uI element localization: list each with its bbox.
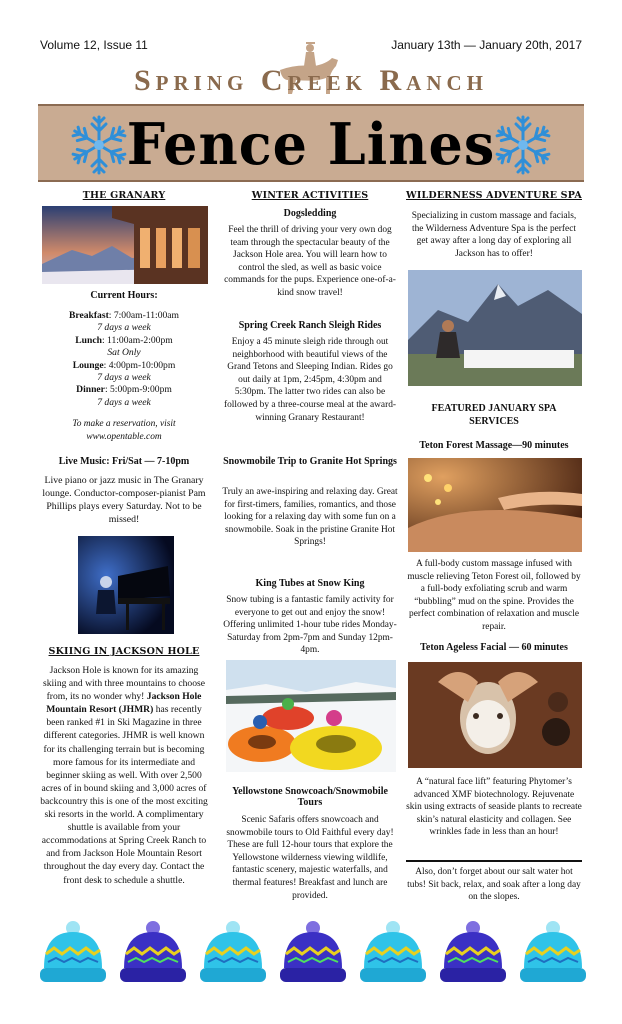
piano-photo <box>78 536 174 634</box>
facial-title: Teton Ageless Facial — 60 minutes <box>420 642 568 653</box>
issue-number: Volume 12, Issue 11 <box>40 38 148 52</box>
reservation-note: To make a reservation, visit www.opentable.com <box>72 419 176 442</box>
dinner-label: Dinner <box>76 384 105 396</box>
winter-hat-icon <box>116 920 190 986</box>
lunch-time: : 11:00am-2:00pm <box>101 334 173 346</box>
granary-photo <box>42 206 208 284</box>
dogsledding-title: Dogsledding <box>283 208 337 219</box>
newsletter-title: Fence Lines <box>126 110 496 178</box>
tubes-body: Snow tubing is a fantastic family activity for everyone to get out and enjoy the snow! Offering unlimited 1-hour tube rides Monday-Saturday from 2pm-7pm and Sunday 12pm-4pm. <box>223 595 397 656</box>
winter-heading: WINTER ACTIVITIES <box>251 190 369 201</box>
massage-title: Teton Forest Massage—90 minutes <box>419 440 569 451</box>
yellowstone-title: Yellowstone Snowcoach/Snowmobile Tours <box>232 786 388 808</box>
divider <box>406 860 582 862</box>
dinner-days: 7 days a week <box>97 396 151 408</box>
massage-photo <box>408 458 582 552</box>
granary-heading: THE GRANARY <box>82 190 166 201</box>
spa-intro: Specializing in custom massage and facials, the Wilderness Adventure Spa is the perfect get away after a long day of exploring all Jackson has to offer! <box>411 211 577 259</box>
snow-tubing-photo <box>226 660 396 772</box>
issue-dates: January 13th — January 20th, 2017 <box>391 38 582 52</box>
skiing-body <box>38 664 210 887</box>
dogsledding-body: Feel the thrill of driving your very own dog team through the spectacular beauty of the Jackson Hole area. You will learn how to control the sled, as well as basic voice commands for the pups. Experience one-of-a-kind snow travel! <box>224 225 396 298</box>
facial-body: A “natural face lift” featuring Phytomer’s advanced XMF biotechnology. Rejuvenate skin using extracts of seaside plants to recreate skin’s natural elasticity and collagen. See wrinkles fade in less than an hour! <box>406 777 582 838</box>
lounge-days: 7 days a week <box>97 372 151 384</box>
hours-heading: Current Hours: <box>90 290 158 301</box>
granary-hours <box>38 310 210 409</box>
breakfast-label: Breakfast <box>68 310 109 321</box>
yellowstone-body: Scenic Safaris offers snowcoach and snowmobile tours to Old Faithful every day! These are full 12-hour tours that explore the Yellowstone wilderness viewing wildlife, fantastic scenery, majestic waterfalls, and thermal features! Breakfast and lunch are provided. <box>226 815 394 901</box>
winter-hat-icon <box>196 920 270 986</box>
facial-photo <box>408 662 582 768</box>
winter-hat-icon <box>36 920 110 986</box>
winter-hat-icon <box>516 920 590 986</box>
breakfast-days: 7 days a week <box>97 322 151 334</box>
lounge-label: Lounge <box>72 359 104 371</box>
snowflake-icon <box>490 112 556 178</box>
skiing-text-2: has recently been ranked #1 in Ski Magazine in three different categories. JHMR is well known for its challenging terrain but is becoming more famous for its intermediate and beginner skiing as well. With over 2,500 acres of in bound skiing and 3,000 acres of backcountry this is one of the most exciting ski resorts in the world. A complimentary shuttle is available from your accommodations at Spring Creek Ranch to and from Jackson Hole Mountain Resort throughout the day every day. Contact the front desk to schedule a shuttle. <box>40 704 208 886</box>
winter-hat-icon <box>276 920 350 986</box>
spa-heading: WILDERNESS ADVENTURE SPA <box>406 190 582 201</box>
featured-heading: FEATURED JANUARY SPA SERVICES <box>431 403 557 427</box>
lounge-time: : 4:00pm-10:00pm <box>103 359 176 371</box>
sleigh-title: Spring Creek Ranch Sleigh Rides <box>238 320 382 331</box>
jhmr-name: Jackson Hole Mountain Resort (JHMR) <box>46 691 202 716</box>
winter-hat-icon <box>356 920 430 986</box>
sleigh-body: Enjoy a 45 minute sleigh ride through out neighborhood with beautiful views of the Grand Tetons and Sleeping Indian. Rides go out daily at 1pm, 2:45pm, 4:30pm and 5:30pm. The latter two rides can also be followed by a three-course meal at the award-winning Granary Restaurant! <box>223 337 397 423</box>
snowmobile-body: Truly an awe-inspiring and relaxing day. Great for first-timers, families, romantics, and those looking for a relaxing day with some fun on a snowmobile. Soak in the pristine Granite Hot Springs! <box>222 487 398 548</box>
breakfast-time: : 7:00am-11:00am <box>108 310 180 321</box>
skiing-text-1: Jackson Hole is known for its amazing skiing and with three mountains to choose from, its no wonder why! <box>42 665 205 703</box>
lunch-days: Sat Only <box>107 347 141 359</box>
skiing-heading: SKIING IN JACKSON HOLE <box>48 646 200 657</box>
ranch-name: Spring Creek Ranch <box>133 64 489 97</box>
newsletter-banner <box>38 104 584 182</box>
live-music-body: Live piano or jazz music in The Granary lounge. Conductor-composer-pianist Pam Phillips plays every Saturday. Not to be missed! <box>42 475 206 525</box>
lunch-label: Lunch <box>75 334 102 346</box>
winter-hats-footer <box>36 920 592 990</box>
live-music-heading: Live Music: Fri/Sat — 7-10pm <box>58 456 190 467</box>
tubes-title: King Tubes at Snow King <box>255 578 365 589</box>
hot-tubs-note: Also, don’t forget about our salt water hot tubs! Sit back, relax, and soak after a long day on the slopes. <box>407 867 581 903</box>
snowmobile-title: Snowmobile Trip to Granite Hot Springs <box>223 456 397 467</box>
spa-yoga-photo <box>408 270 582 386</box>
winter-hat-icon <box>436 920 510 986</box>
dinner-time: : 5:00pm-9:00pm <box>104 384 172 396</box>
massage-body: A full-body custom massage infused with muscle relieving Teton Forest oil, followed by a full-body exfoliating scrub and warm “bubbling” mud on the spine. Provides the perfect combination of relaxation and muscle repair. <box>407 559 581 632</box>
